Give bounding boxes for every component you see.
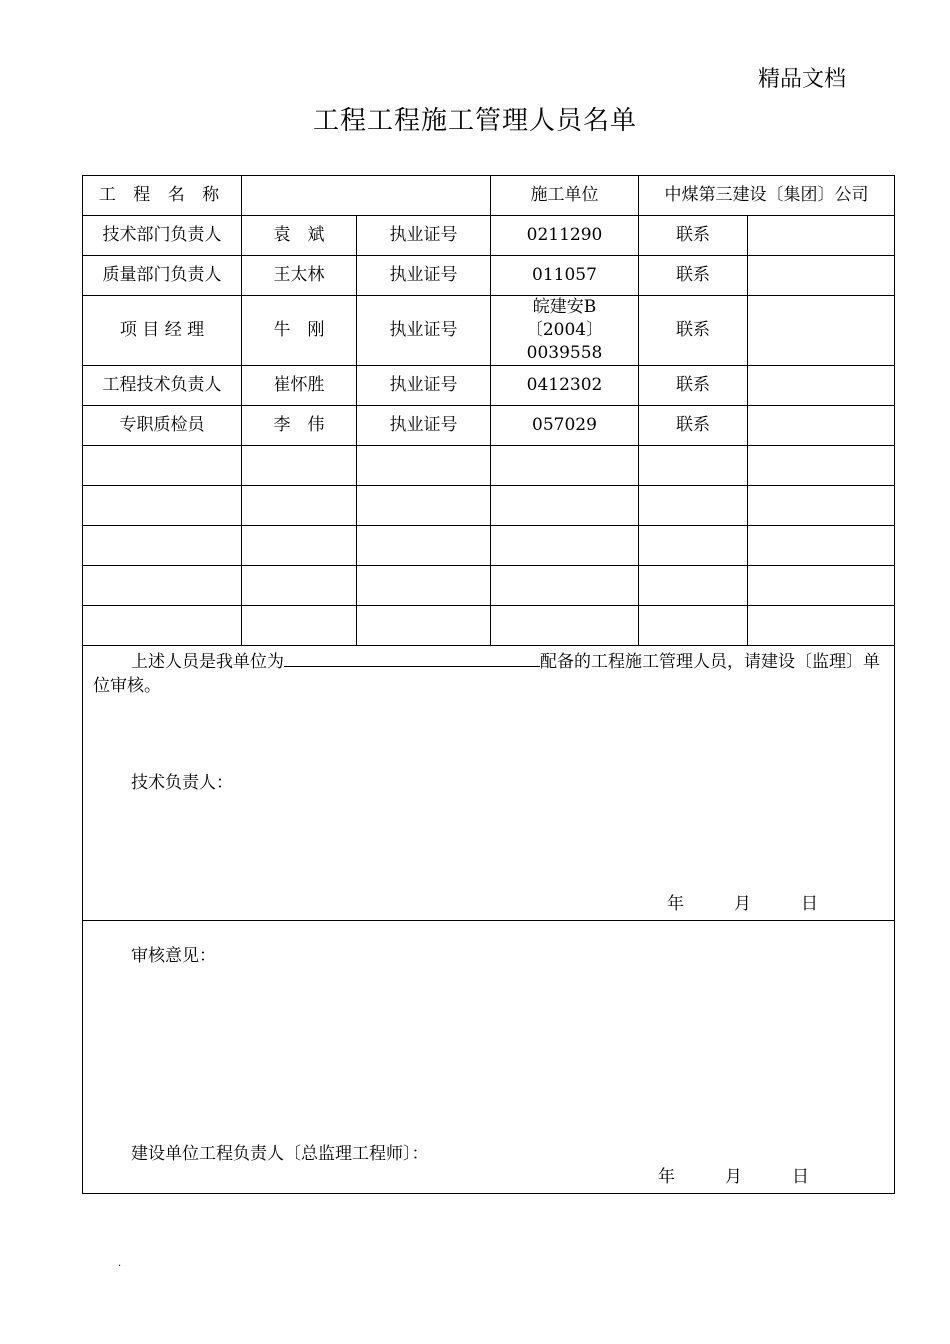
contact-field[interactable] — [748, 216, 895, 256]
license-value: 皖建安B〔2004〕0039558 — [491, 296, 639, 366]
license-value: 057029 — [491, 405, 639, 445]
empty-row — [83, 445, 895, 485]
name-cell: 崔怀胜 — [242, 365, 357, 405]
empty-cell[interactable] — [357, 565, 491, 605]
year-label: 年 — [658, 1166, 675, 1187]
empty-cell[interactable] — [83, 565, 242, 605]
month-label: 月 — [725, 1166, 742, 1187]
signer-label: 建设单位工程负责人〔总监理工程师〕： — [131, 1143, 429, 1164]
construction-unit-value: 中煤第三建设〔集团〕公司 — [639, 176, 895, 216]
declaration-block — [83, 645, 895, 920]
empty-row — [83, 605, 895, 645]
empty-cell[interactable] — [639, 525, 748, 565]
name-cell: 王太林 — [242, 256, 357, 296]
table-row — [83, 296, 895, 366]
declaration-text-after: 配备的工程施工管理人员，请建设〔监理〕单位审核。 — [93, 651, 880, 696]
license-label: 执业证号 — [357, 216, 491, 256]
contact-label: 联系 — [639, 216, 748, 256]
empty-cell[interactable] — [491, 565, 639, 605]
license-value: 0211290 — [491, 216, 639, 256]
empty-cell[interactable] — [639, 445, 748, 485]
contact-field[interactable] — [748, 405, 895, 445]
empty-cell[interactable] — [357, 445, 491, 485]
license-label: 执业证号 — [357, 405, 491, 445]
empty-cell[interactable] — [491, 485, 639, 525]
declaration-text — [93, 648, 886, 698]
page-title: 工程工程施工管理人员名单 — [312, 106, 637, 136]
watermark-text: 精品文档 — [758, 67, 847, 92]
contact-field[interactable] — [748, 256, 895, 296]
construction-unit-label: 施工单位 — [491, 176, 639, 216]
contact-label: 联系 — [639, 365, 748, 405]
empty-cell[interactable] — [83, 445, 242, 485]
empty-cell[interactable] — [491, 525, 639, 565]
empty-cell[interactable] — [491, 445, 639, 485]
empty-cell[interactable] — [748, 485, 895, 525]
table-row — [83, 216, 895, 256]
contact-field[interactable] — [748, 296, 895, 366]
license-label: 执业证号 — [357, 296, 491, 366]
empty-cell[interactable] — [83, 525, 242, 565]
day-label: 日 — [801, 893, 818, 914]
empty-row — [83, 485, 895, 525]
empty-cell[interactable] — [639, 565, 748, 605]
role-cell: 工程技术负责人 — [83, 365, 242, 405]
empty-cell[interactable] — [242, 565, 357, 605]
personnel-form-table — [82, 175, 895, 1194]
day-label: 日 — [792, 1166, 809, 1187]
tech-lead-label: 技术负责人： — [131, 772, 233, 793]
empty-cell[interactable] — [748, 525, 895, 565]
role-cell: 质量部门负责人 — [83, 256, 242, 296]
contact-field[interactable] — [748, 365, 895, 405]
review-opinion-label: 审核意见： — [131, 945, 216, 966]
empty-row — [83, 565, 895, 605]
declaration-row — [83, 645, 895, 920]
license-label: 执业证号 — [357, 365, 491, 405]
empty-row — [83, 525, 895, 565]
empty-cell[interactable] — [242, 485, 357, 525]
empty-cell[interactable] — [83, 605, 242, 645]
month-label: 月 — [734, 893, 751, 914]
empty-cell[interactable] — [748, 565, 895, 605]
table-row — [83, 256, 895, 296]
table-row-project — [83, 176, 895, 216]
empty-cell[interactable] — [639, 605, 748, 645]
license-value: 011057 — [491, 256, 639, 296]
empty-cell[interactable] — [357, 605, 491, 645]
footer-dot: . — [118, 1258, 122, 1269]
empty-cell[interactable] — [83, 485, 242, 525]
empty-cell[interactable] — [242, 525, 357, 565]
table-row — [83, 365, 895, 405]
role-cell: 技术部门负责人 — [83, 216, 242, 256]
license-value: 0412302 — [491, 365, 639, 405]
empty-cell[interactable] — [491, 605, 639, 645]
role-cell: 专职质检员 — [83, 405, 242, 445]
year-label: 年 — [667, 893, 684, 914]
empty-cell[interactable] — [242, 445, 357, 485]
empty-cell[interactable] — [639, 485, 748, 525]
empty-cell[interactable] — [748, 445, 895, 485]
project-name-label: 工 程 名 称 — [83, 176, 242, 216]
license-label: 执业证号 — [357, 256, 491, 296]
name-cell: 牛 刚 — [242, 296, 357, 366]
project-name-field[interactable] — [242, 176, 491, 216]
review-block — [83, 920, 895, 1193]
name-cell: 李 伟 — [242, 405, 357, 445]
project-blank-field[interactable] — [284, 648, 540, 667]
role-cell: 项 目 经 理 — [83, 296, 242, 366]
contact-label: 联系 — [639, 296, 748, 366]
review-row — [83, 920, 895, 1193]
declaration-text-before: 上述人员是我单位为 — [131, 651, 284, 672]
name-cell: 袁 斌 — [242, 216, 357, 256]
empty-cell[interactable] — [357, 485, 491, 525]
empty-cell[interactable] — [242, 605, 357, 645]
contact-label: 联系 — [639, 405, 748, 445]
table-row — [83, 405, 895, 445]
contact-label: 联系 — [639, 256, 748, 296]
review-date — [658, 1166, 859, 1189]
declaration-date — [667, 893, 868, 916]
empty-cell[interactable] — [357, 525, 491, 565]
empty-cell[interactable] — [748, 605, 895, 645]
